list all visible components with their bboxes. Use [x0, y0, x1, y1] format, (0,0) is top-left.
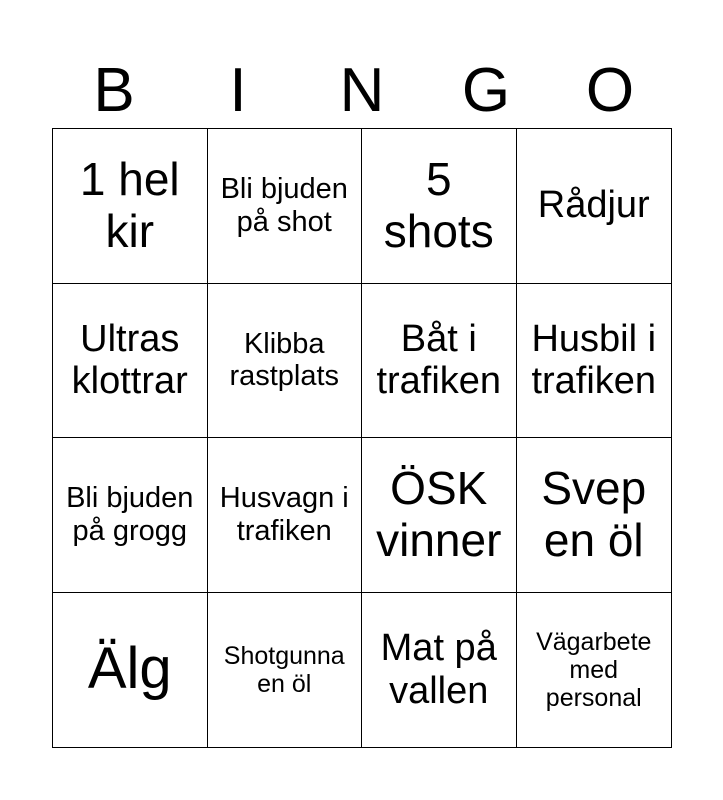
- bingo-cell[interactable]: [362, 438, 517, 593]
- bingo-cell-label: ÖSK vinner: [376, 462, 502, 566]
- bingo-cell[interactable]: [362, 129, 517, 284]
- bingo-cell[interactable]: [208, 438, 363, 593]
- bingo-cell[interactable]: [208, 129, 363, 284]
- bingo-cell[interactable]: [53, 129, 208, 284]
- bingo-cell-label: Mat på vallen: [380, 627, 497, 712]
- bingo-cell-label: Ultras klottrar: [71, 317, 188, 403]
- bingo-cell[interactable]: [517, 284, 672, 439]
- bingo-cell[interactable]: [53, 438, 208, 593]
- bingo-cell-label: Vägarbete med personal: [536, 627, 652, 712]
- bingo-cell-label: 1 hel kir: [79, 153, 180, 257]
- header-letter-i: I: [229, 56, 247, 125]
- bingo-cell[interactable]: [517, 438, 672, 593]
- header-letter-o: O: [585, 56, 635, 125]
- bingo-cell-label: Båt i trafiken: [376, 317, 502, 403]
- bingo-cell-label: 5 shots: [383, 153, 494, 257]
- bingo-cell-label: Husvagn i trafiken: [219, 482, 349, 547]
- bingo-cell-label: Svep en öl: [541, 462, 647, 566]
- bingo-cell[interactable]: [53, 593, 208, 748]
- bingo-cell-label: Älg: [87, 636, 172, 702]
- header-letter-g: G: [461, 56, 511, 125]
- bingo-header: [52, 55, 672, 127]
- bingo-cell[interactable]: [362, 593, 517, 748]
- header-letter-b: B: [93, 56, 135, 125]
- bingo-cell-label: Klibba rastplats: [229, 327, 340, 393]
- header-letter-n: N: [339, 56, 385, 125]
- bingo-cell[interactable]: [362, 284, 517, 439]
- bingo-cell[interactable]: [517, 129, 672, 284]
- bingo-card-grid: [52, 128, 672, 748]
- bingo-cell-label: Shotgunna en öl: [223, 641, 345, 698]
- bingo-cell[interactable]: [53, 284, 208, 439]
- bingo-cell[interactable]: [208, 284, 363, 439]
- bingo-cell-label: Husbil i trafiken: [531, 317, 657, 403]
- bingo-cell-label: Rådjur: [537, 184, 650, 227]
- bingo-cell-label: Bli bjuden på grogg: [66, 482, 194, 547]
- bingo-cell[interactable]: [208, 593, 363, 748]
- bingo-cell[interactable]: [517, 593, 672, 748]
- bingo-cell-label: Bli bjuden på shot: [220, 173, 348, 238]
